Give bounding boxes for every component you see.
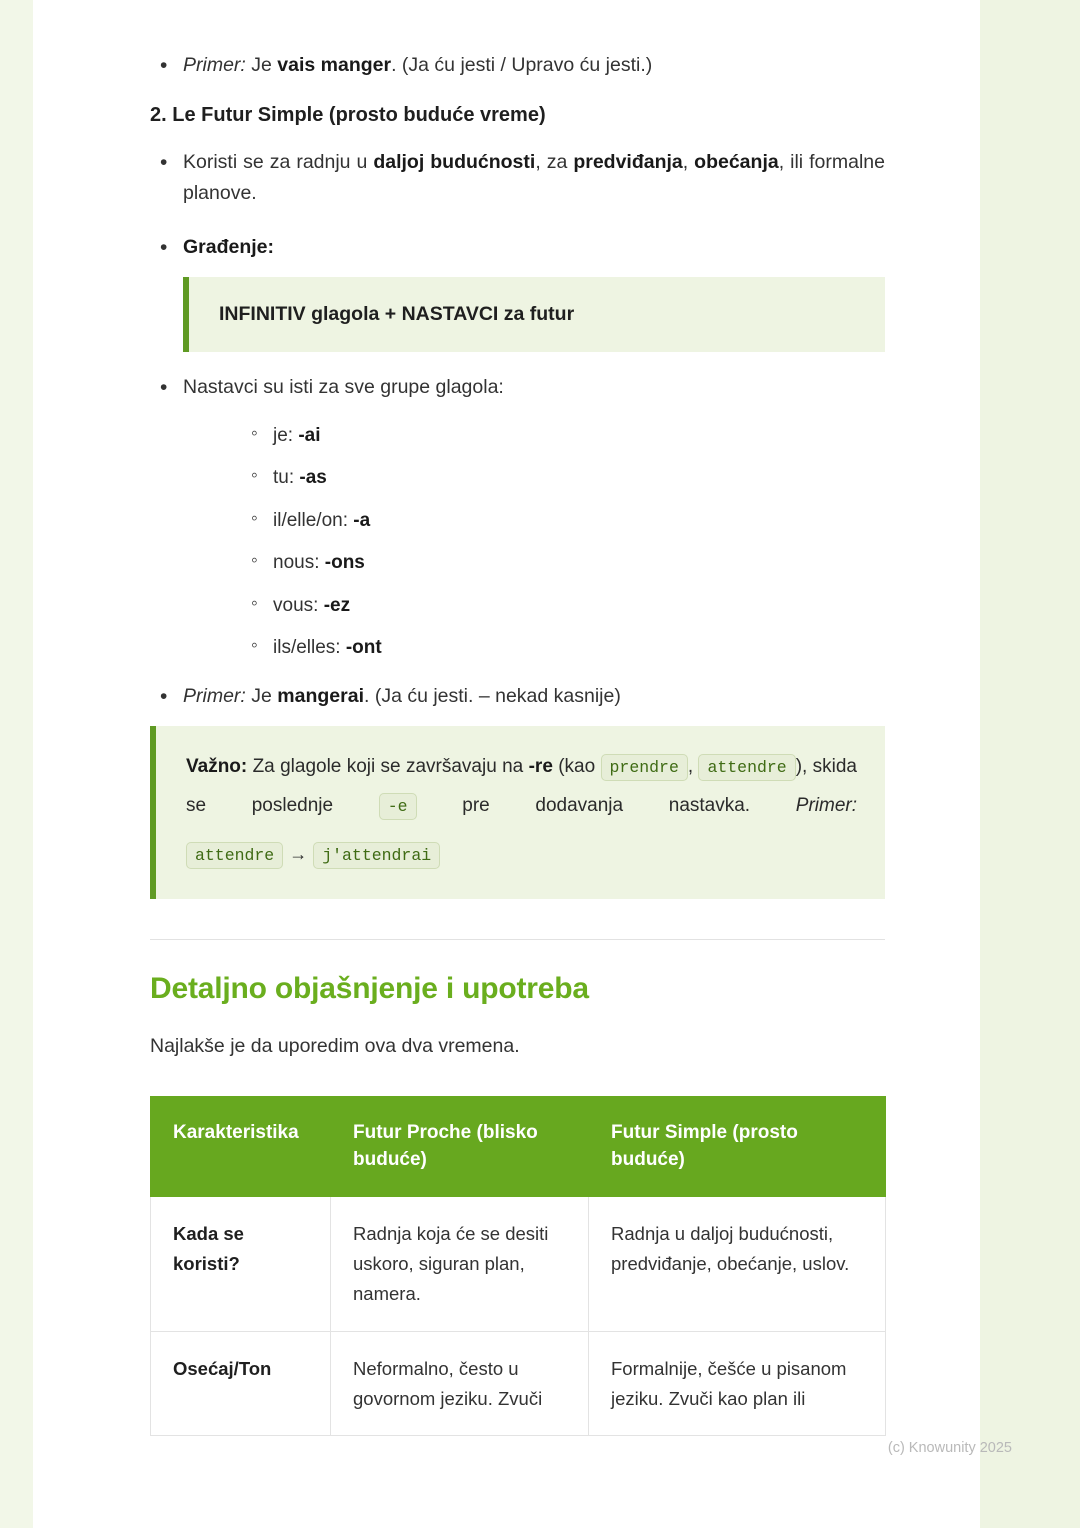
list-item — [150, 147, 885, 210]
usage-bold-2: predviđanja — [573, 150, 683, 173]
page-sheet — [33, 50, 980, 1528]
note-text-4: ), skida se poslednje — [186, 756, 857, 817]
right-margin-strip — [980, 0, 1080, 1528]
section-heading: 2. Le Futur Simple (prosto buduće vreme) — [150, 103, 546, 126]
usage-text-3: , — [682, 150, 695, 173]
list-item — [243, 464, 885, 493]
detail-section-title: Detaljno objašnjenje i upotreba — [150, 972, 589, 1006]
table-cell-simple: Formalnije, češće u pisanom jeziku. Zvuči kao plan ili — [589, 1331, 886, 1436]
formula-text: INFINITIV glagola + NASTAVCI za futur — [219, 303, 575, 326]
note-text-2: (kao — [552, 756, 601, 778]
list-item — [243, 507, 885, 536]
primer-text-after: . (Ja ću jesti / Upravo ću jesti.) — [391, 54, 653, 76]
table-header-cell: Karakteristika — [151, 1096, 331, 1196]
endings-list — [150, 372, 885, 712]
primer-label: Primer: — [183, 54, 246, 76]
section-divider — [150, 939, 885, 940]
note-text-1: Za glagole koji se završavaju na — [247, 756, 529, 778]
comparison-table — [150, 1096, 886, 1437]
important-note-callout — [150, 726, 885, 899]
table-row — [151, 1331, 886, 1436]
primer-text-before: Je — [245, 54, 278, 76]
pronoun: ils/elles: — [273, 637, 341, 659]
note-text-5: pre dodavanja nastavka. — [416, 795, 796, 817]
ending: -a — [353, 509, 371, 531]
ending: -ont — [345, 637, 382, 659]
detail-intro: Najlakše je da uporedim ova dva vremena. — [150, 1035, 520, 1058]
table-cell-feature: Kada se koristi? — [151, 1196, 331, 1331]
example-list-1 — [150, 50, 885, 82]
list-item — [150, 232, 885, 264]
primer-bold: mangerai — [277, 684, 364, 707]
ending: -ons — [324, 552, 365, 574]
list-item — [243, 634, 885, 663]
table-header-cell: Futur Proche (blisko buduće) — [331, 1096, 589, 1196]
table-cell-proche: Radnja koja će se desiti uskoro, siguran plan, namera. — [331, 1196, 589, 1331]
list-item — [243, 549, 885, 578]
usage-text-1: Koristi se za radnju u — [183, 150, 374, 173]
table-cell-feature: Osećaj/Ton — [151, 1331, 331, 1436]
note-text-3: , — [687, 756, 699, 778]
ending: -as — [299, 467, 327, 489]
note-label: Važno: — [186, 756, 248, 778]
table-header-row — [151, 1096, 886, 1196]
left-margin-strip — [0, 0, 33, 1528]
endings-sublist-wrap — [243, 422, 885, 663]
usage-text-2: , za — [535, 150, 574, 173]
list-item — [150, 50, 885, 82]
arrow-icon: → — [289, 844, 308, 865]
table-header-cell: Futur Simple (prosto buduće) — [589, 1096, 886, 1196]
list-item — [150, 681, 885, 713]
ending: -ez — [323, 594, 351, 616]
primer-label: Primer: — [183, 684, 246, 707]
list-item — [150, 372, 885, 663]
pronoun: il/elle/on: — [273, 509, 348, 531]
ending: -ai — [298, 424, 321, 446]
formula-callout — [183, 277, 885, 352]
usage-bold-1: daljoj budućnosti — [373, 150, 536, 173]
code-chip-jattendrai: j'attendrai — [313, 842, 440, 869]
table-cell-proche: Neformalno, često u govornom jeziku. Zvuči — [331, 1331, 589, 1436]
pronoun: je: — [273, 424, 294, 446]
endings-sublist — [243, 422, 885, 663]
code-chip-attendre-2: attendre — [186, 842, 283, 869]
gradjenje-label: Građenje: — [183, 235, 275, 258]
endings-intro: Nastavci su isti za sve grupe glagola: — [183, 376, 504, 399]
primer-text-after: . (Ja ću jesti. – nekad kasnije) — [363, 684, 621, 707]
table-row — [151, 1196, 886, 1331]
usage-bold-3: obećanja — [694, 150, 779, 173]
note-transform-line — [186, 836, 440, 875]
usage-list — [150, 147, 885, 264]
code-chip-prendre: prendre — [601, 754, 688, 781]
document-content — [150, 50, 885, 1436]
pronoun: nous: — [273, 552, 320, 574]
note-primer-label: Primer: — [795, 795, 857, 817]
usage-text-4: , ili formalne planove. — [183, 150, 885, 205]
list-item — [243, 422, 885, 451]
pronoun: vous: — [273, 594, 319, 616]
list-item — [243, 592, 885, 621]
code-chip-e: -e — [379, 793, 417, 820]
table-cell-simple: Radnja u daljoj budućnosti, predviđanje, obećanje, uslov. — [589, 1196, 886, 1331]
note-bold-re: -re — [528, 756, 553, 778]
primer-bold: vais manger — [277, 54, 392, 76]
watermark: (c) Knowunity 2025 — [887, 1440, 1012, 1456]
primer-text-before: Je — [245, 684, 278, 707]
code-chip-attendre: attendre — [698, 754, 795, 781]
pronoun: tu: — [273, 467, 295, 489]
